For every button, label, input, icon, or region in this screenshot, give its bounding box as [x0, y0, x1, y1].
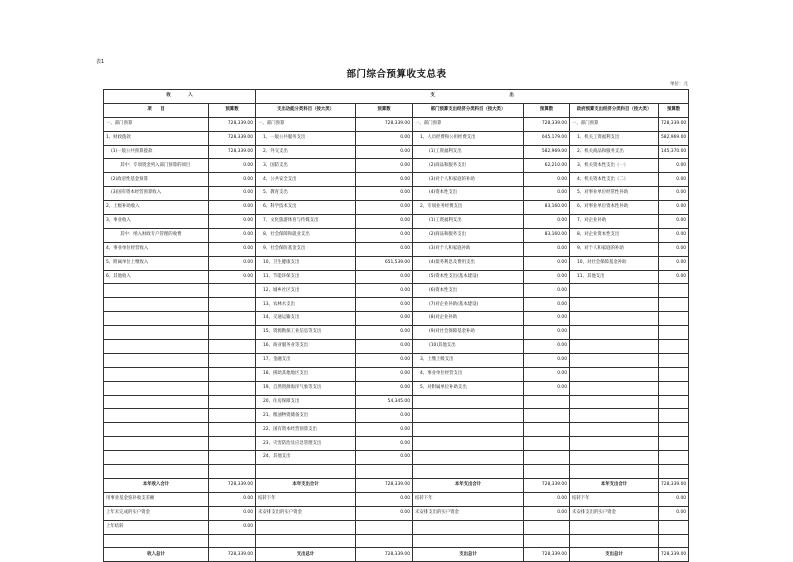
func-item: 16、商业服务业等支出: [256, 340, 356, 354]
table-row: [104, 242, 689, 256]
table-row: [104, 284, 689, 298]
table-number: 表1: [96, 59, 105, 65]
income-item: [104, 367, 209, 381]
gov-econ-item: [570, 298, 659, 312]
carry-fund-label: 用事业基金弥补收支差额: [104, 492, 209, 506]
expense-grand-value: 728,339.00: [659, 548, 689, 562]
income-budget: 0.00: [209, 270, 256, 284]
gov-econ-budget: 145,370.00: [659, 145, 689, 159]
income-budget: 728,339.00: [209, 117, 256, 131]
func-budget: 0.00: [356, 173, 413, 187]
func-item: 5、教育支出: [256, 187, 356, 201]
gov-econ-item: 4、机关资本性支出（二）: [570, 173, 659, 187]
func-budget: 0.00: [356, 145, 413, 159]
budget-table: [103, 89, 689, 562]
dept-econ-budget: [524, 465, 570, 479]
dept-econ-budget: 0.00: [524, 312, 570, 326]
carry-row: [104, 492, 689, 506]
dept-econ-item: (1)工资福利支出: [413, 145, 524, 159]
unit-label: 单位：元: [670, 82, 688, 87]
col-func-header: 支出功能分类科目（按大类）: [256, 103, 356, 117]
func-item: 10、卫生健康支出: [256, 256, 356, 270]
income-item: [104, 298, 209, 312]
func-item: 1、一般公共服务支出: [256, 131, 356, 145]
func-budget: 0.00: [356, 187, 413, 201]
dept-econ-budget: 0.00: [524, 353, 570, 367]
income-item: [104, 395, 209, 409]
income-item: [104, 340, 209, 354]
page-title: 部门综合预算收支总表: [346, 69, 447, 80]
func-budget: 728,339.00: [356, 117, 413, 131]
income-budget: [209, 409, 256, 423]
gov-econ-budget: [659, 367, 689, 381]
income-budget: 728,339.00: [209, 131, 256, 145]
dept-econ-item: (5)资本性支出(基本建设): [413, 270, 524, 284]
income-item: [104, 423, 209, 437]
gov-econ-budget: 0.00: [659, 159, 689, 173]
func-item: 12、城乡社区支出: [256, 284, 356, 298]
dept-econ-budget: 0.00: [524, 298, 570, 312]
income-item: 3、事业收入: [104, 215, 209, 229]
gov-econ-budget: 0.00: [659, 242, 689, 256]
table-row: [104, 409, 689, 423]
income-budget: [209, 284, 256, 298]
income-item: [104, 353, 209, 367]
dept-econ-item: (8)对企业补助: [413, 312, 524, 326]
income-budget: [209, 340, 256, 354]
income-budget: 0.00: [209, 242, 256, 256]
col-gov-econ-header: 政府预算支出经济分类科目（按大类）: [570, 103, 659, 117]
expense-grand-label: 支出总计: [413, 548, 524, 562]
gov-econ-budget: [659, 340, 689, 354]
table-row: [104, 326, 689, 340]
carry-next-label: 结转下年: [256, 492, 356, 506]
gov-econ-budget: 0.00: [659, 215, 689, 229]
func-item: 3、国防支出: [256, 159, 356, 173]
gov-econ-item: [570, 395, 659, 409]
income-item: [104, 381, 209, 395]
expense-total-label: 本年支出合计: [413, 478, 524, 492]
func-item: 6、科学技术支出: [256, 201, 356, 215]
income-budget: [209, 465, 256, 479]
dept-econ-item: [413, 465, 524, 479]
dept-econ-item: [413, 423, 524, 437]
col-budget-header: 预算数: [209, 103, 256, 117]
dept-econ-budget: 645,179.00: [524, 131, 570, 145]
income-item: [104, 465, 209, 479]
income-item: (3)国有资本经营预算收入: [104, 187, 209, 201]
gov-econ-item: [570, 409, 659, 423]
income-budget: 0.00: [209, 256, 256, 270]
header-row-cols: [104, 103, 689, 117]
income-item: [104, 326, 209, 340]
gov-econ-budget: 0.00: [659, 173, 689, 187]
dept-econ-item: (2)商品和服务支出: [413, 159, 524, 173]
gov-econ-item: 5、对事业单位经常性补助: [570, 187, 659, 201]
dept-econ-budget: 0.00: [524, 367, 570, 381]
func-budget: 0.00: [356, 451, 413, 465]
unarranged-value: 0.00: [524, 506, 570, 520]
dept-econ-item: [413, 395, 524, 409]
income-budget: 0.00: [209, 201, 256, 215]
func-budget: 0.00: [356, 437, 413, 451]
table-row: [104, 256, 689, 270]
unarranged-value: 0.00: [356, 506, 413, 520]
dept-econ-budget: 62,210.00: [524, 159, 570, 173]
income-budget: [209, 353, 256, 367]
dept-econ-item: (2)商品和服务支出: [413, 228, 524, 242]
income-budget: [209, 437, 256, 451]
func-item: 19、自然资源海洋气象等支出: [256, 381, 356, 395]
gov-econ-item: [570, 312, 659, 326]
dept-econ-budget: [524, 423, 570, 437]
gov-econ-item: [570, 437, 659, 451]
income-item: [104, 451, 209, 465]
prior-carry-label: 上年结转: [104, 520, 209, 534]
income-item: 1、财政拨款: [104, 131, 209, 145]
dept-econ-item: 一、部门预算: [413, 117, 524, 131]
income-item: [104, 437, 209, 451]
dept-econ-item: [413, 451, 524, 465]
gov-econ-budget: 0.00: [659, 228, 689, 242]
dept-econ-item: (3)对个人和家庭的补助: [413, 173, 524, 187]
dept-econ-budget: 0.00: [524, 284, 570, 298]
dept-econ-budget: 0.00: [524, 340, 570, 354]
income-budget: 0.00: [209, 159, 256, 173]
expense-grand-value: 728,339.00: [524, 548, 570, 562]
gov-econ-item: [570, 451, 659, 465]
col-budget-header: 预算数: [356, 103, 413, 117]
func-budget: 0.00: [356, 242, 413, 256]
unarranged-row: [104, 506, 689, 520]
func-budget: 0.00: [356, 201, 413, 215]
income-item: (1)一般公共预算拨款: [104, 145, 209, 159]
income-budget: [209, 326, 256, 340]
table-row: [104, 201, 689, 215]
prior-carry-row: [104, 520, 689, 534]
dept-econ-item: 2、专项业务经费支出: [413, 201, 524, 215]
table-row: [104, 173, 689, 187]
income-budget: [209, 451, 256, 465]
income-budget: [209, 298, 256, 312]
income-budget: 0.00: [209, 215, 256, 229]
total-row: [104, 478, 689, 492]
income-header: 收 入: [104, 90, 256, 104]
prior-unused-label: 上年未完成的实户资金: [104, 506, 209, 520]
table-row: [104, 312, 689, 326]
func-item: 8、社会保障和就业支出: [256, 228, 356, 242]
func-item: 22、国有资本经营预算支出: [256, 423, 356, 437]
income-total-value: 728,339.00: [209, 478, 256, 492]
income-item: [104, 409, 209, 423]
func-item: 13、农林水支出: [256, 298, 356, 312]
func-budget: 0.00: [356, 423, 413, 437]
col-item-header: 项 目: [104, 103, 209, 117]
grand-total-row: [104, 548, 689, 562]
col-budget-header: 预算数: [659, 103, 689, 117]
gov-econ-item: [570, 465, 659, 479]
dept-econ-budget: 0.00: [524, 242, 570, 256]
func-item: 7、文化旅游体育与传媒支出: [256, 215, 356, 229]
dept-econ-budget: 83,160.00: [524, 228, 570, 242]
func-budget: 0.00: [356, 326, 413, 340]
dept-econ-budget: 582,969.00: [524, 145, 570, 159]
dept-econ-budget: 0.00: [524, 173, 570, 187]
dept-econ-item: (6)资本性支出: [413, 284, 524, 298]
income-budget: [209, 312, 256, 326]
expense-grand-label: 支出总计: [256, 548, 356, 562]
income-budget: 728,339.00: [209, 145, 256, 159]
table-row: [104, 145, 689, 159]
dept-econ-item: 1、人员经费和公用经费支出: [413, 131, 524, 145]
unarranged-label: 未安排支出的实户资金: [256, 506, 356, 520]
gov-econ-item: 一、部门预算: [570, 117, 659, 131]
func-budget: 0.00: [356, 159, 413, 173]
gov-econ-budget: [659, 298, 689, 312]
prior-unused-value: 0.00: [209, 506, 256, 520]
income-grand-value: 728,339.00: [209, 548, 256, 562]
func-budget: 651,539.00: [356, 256, 413, 270]
unarranged-value: 0.00: [659, 506, 689, 520]
gov-econ-item: 1、机关工资福利支出: [570, 131, 659, 145]
gov-econ-item: [570, 284, 659, 298]
gov-econ-item: [570, 367, 659, 381]
func-budget: 54,345.00: [356, 395, 413, 409]
carry-next-label: 结转下年: [570, 492, 659, 506]
prior-carry-value: 0.00: [209, 520, 256, 534]
carry-next-value: 0.00: [356, 492, 413, 506]
income-item: 6、其他收入: [104, 270, 209, 284]
func-item: 23、灾害防治及应急管理支出: [256, 437, 356, 451]
gov-econ-budget: [659, 395, 689, 409]
func-item: 4、公共安全支出: [256, 173, 356, 187]
func-budget: 0.00: [356, 215, 413, 229]
func-item: 21、粮油物资储备支出: [256, 409, 356, 423]
income-item: 5、附属单位上缴收入: [104, 256, 209, 270]
income-budget: 0.00: [209, 173, 256, 187]
table-row: [104, 117, 689, 131]
table-row: [104, 437, 689, 451]
table-row: [104, 187, 689, 201]
gov-econ-budget: [659, 409, 689, 423]
dept-econ-budget: 0.00: [524, 256, 570, 270]
blank-row: [104, 534, 689, 548]
dept-econ-budget: 0.00: [524, 381, 570, 395]
table-row: [104, 340, 689, 354]
gov-econ-item: 2、机关商品和服务支出: [570, 145, 659, 159]
gov-econ-budget: [659, 465, 689, 479]
func-budget: 0.00: [356, 340, 413, 354]
dept-econ-item: 5、对附属单位补助支出: [413, 381, 524, 395]
func-item: 14、交通运输支出: [256, 312, 356, 326]
gov-econ-budget: 0.00: [659, 270, 689, 284]
gov-econ-budget: [659, 423, 689, 437]
table-row: [104, 423, 689, 437]
carry-next-value: 0.00: [524, 492, 570, 506]
gov-econ-budget: 582,969.00: [659, 131, 689, 145]
income-total-label: 本年收入合计: [104, 478, 209, 492]
dept-econ-item: (4)债务利息及费用支出: [413, 256, 524, 270]
func-item: 24、其他支出: [256, 451, 356, 465]
func-budget: 0.00: [356, 284, 413, 298]
func-budget: 0.00: [356, 381, 413, 395]
func-budget: 0.00: [356, 228, 413, 242]
dept-econ-budget: 0.00: [524, 326, 570, 340]
income-budget: [209, 367, 256, 381]
dept-econ-item: 4、事业单位经营支出: [413, 367, 524, 381]
income-item: (2)政府性基金预算: [104, 173, 209, 187]
func-item: 9、社会保险基金支出: [256, 242, 356, 256]
expense-total-label: 本年支出合计: [570, 478, 659, 492]
gov-econ-item: [570, 423, 659, 437]
gov-econ-item: 9、对个人和家庭的补助: [570, 242, 659, 256]
func-item: 2、外交支出: [256, 145, 356, 159]
income-item: 其中：专项资金列入部门预算的项目: [104, 159, 209, 173]
gov-econ-budget: [659, 326, 689, 340]
gov-econ-item: [570, 381, 659, 395]
income-budget: [209, 381, 256, 395]
table-row: [104, 270, 689, 284]
expense-grand-value: 728,339.00: [356, 548, 413, 562]
gov-econ-budget: [659, 381, 689, 395]
dept-econ-item: [413, 437, 524, 451]
gov-econ-item: 8、对企业资本性支出: [570, 228, 659, 242]
carry-next-value: 0.00: [659, 492, 689, 506]
col-budget-header: 预算数: [524, 103, 570, 117]
dept-econ-item: (3)对个人和家庭补助: [413, 242, 524, 256]
gov-econ-budget: [659, 437, 689, 451]
unarranged-label: 未安排支出的实户资金: [570, 506, 659, 520]
income-item: 一、部门预算: [104, 117, 209, 131]
gov-econ-item: 7、对企业补助: [570, 215, 659, 229]
gov-econ-budget: 0.00: [659, 187, 689, 201]
dept-econ-item: (7)对企业补助(基本建设): [413, 298, 524, 312]
func-item: 15、资源勘探工业信息等支出: [256, 326, 356, 340]
table-row: [104, 298, 689, 312]
dept-econ-budget: 0.00: [524, 270, 570, 284]
func-item: 一、部门预算: [256, 117, 356, 131]
gov-econ-item: 10、对社会保障基金补助: [570, 256, 659, 270]
income-budget: [209, 395, 256, 409]
dept-econ-item: (9)对社会保障基金补助: [413, 326, 524, 340]
gov-econ-budget: 0.00: [659, 256, 689, 270]
income-grand-label: 收入总计: [104, 548, 209, 562]
dept-econ-budget: 0.00: [524, 215, 570, 229]
table-row: [104, 465, 689, 479]
table-row: [104, 159, 689, 173]
table-row: [104, 131, 689, 145]
gov-econ-item: [570, 340, 659, 354]
func-budget: 0.00: [356, 298, 413, 312]
gov-econ-budget: [659, 353, 689, 367]
dept-econ-budget: [524, 409, 570, 423]
carry-next-label: 结转下年: [413, 492, 524, 506]
func-item: [256, 465, 356, 479]
unarranged-label: 未安排支出的实户资金: [413, 506, 524, 520]
dept-econ-budget: 83,160.00: [524, 201, 570, 215]
carry-fund-value: 0.00: [209, 492, 256, 506]
gov-econ-item: [570, 353, 659, 367]
table-row: [104, 381, 689, 395]
dept-econ-budget: [524, 395, 570, 409]
income-item: [104, 312, 209, 326]
gov-econ-item: 11、其他支出: [570, 270, 659, 284]
gov-econ-item: 3、机关资本性支出（一）: [570, 159, 659, 173]
func-budget: [356, 465, 413, 479]
gov-econ-budget: [659, 312, 689, 326]
table-row: [104, 353, 689, 367]
income-item: [104, 284, 209, 298]
col-dept-econ-header: 部门预算支出经济分类科目（按大类）: [413, 103, 524, 117]
expense-grand-label: 支出总计: [570, 548, 659, 562]
income-budget: 0.00: [209, 187, 256, 201]
dept-econ-budget: [524, 451, 570, 465]
func-budget: 0.00: [356, 353, 413, 367]
func-budget: 0.00: [356, 367, 413, 381]
gov-econ-budget: 0.00: [659, 201, 689, 215]
expense-total-value: 728,339.00: [524, 478, 570, 492]
income-item: 2、上级补助收入: [104, 201, 209, 215]
func-budget: 0.00: [356, 409, 413, 423]
income-budget: [209, 423, 256, 437]
gov-econ-budget: [659, 451, 689, 465]
header-row-top: [104, 90, 689, 104]
expense-total-label: 本年支出合计: [256, 478, 356, 492]
dept-econ-item: (10)其他支出: [413, 340, 524, 354]
expense-header: 支 出: [256, 90, 689, 104]
table-row: [104, 215, 689, 229]
table-row: [104, 451, 689, 465]
func-item: 18、援助其他地区支出: [256, 367, 356, 381]
table-row: [104, 395, 689, 409]
dept-econ-item: 3、上缴上级支出: [413, 353, 524, 367]
func-budget: 0.00: [356, 131, 413, 145]
dept-econ-item: [413, 409, 524, 423]
gov-econ-item: 6、对事业单位资本性补助: [570, 201, 659, 215]
func-budget: 0.00: [356, 312, 413, 326]
func-item: 17、金融支出: [256, 353, 356, 367]
income-budget: 0.00: [209, 228, 256, 242]
gov-econ-budget: [659, 284, 689, 298]
table-row: [104, 367, 689, 381]
func-budget: 0.00: [356, 270, 413, 284]
func-item: 11、节能环保支出: [256, 270, 356, 284]
expense-total-value: 728,339.00: [356, 478, 413, 492]
table-row: [104, 228, 689, 242]
dept-econ-item: (1)工资福利支出: [413, 215, 524, 229]
dept-econ-item: (4)资本性支出: [413, 187, 524, 201]
gov-econ-item: [570, 326, 659, 340]
dept-econ-budget: 0.00: [524, 187, 570, 201]
func-item: 20、住房保障支出: [256, 395, 356, 409]
gov-econ-budget: 728,339.00: [659, 117, 689, 131]
income-item: 其中：纳入财政专户管理的收费: [104, 228, 209, 242]
dept-econ-budget: 728,339.00: [524, 117, 570, 131]
dept-econ-budget: [524, 437, 570, 451]
income-item: 4、事业单位经营收入: [104, 242, 209, 256]
expense-total-value: 728,339.00: [659, 478, 689, 492]
